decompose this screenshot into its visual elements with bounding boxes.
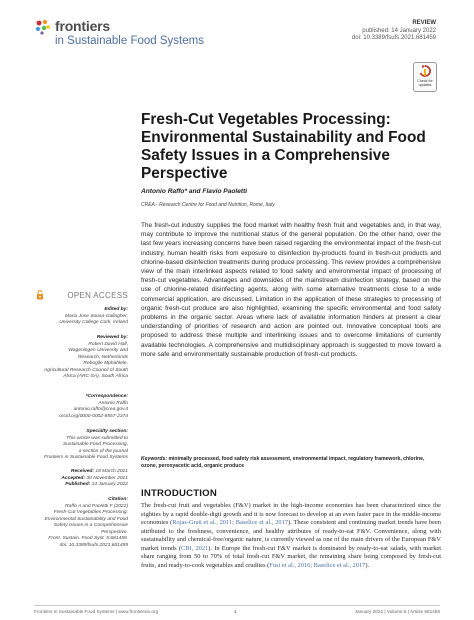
correspondence-label: *Correspondence: — [85, 394, 128, 399]
dates-section — [20, 469, 128, 489]
correspondence-email[interactable]: antonio.raffo@crea.gov.it — [73, 407, 128, 412]
brand-name: frontiers — [55, 18, 110, 34]
frontiers-logo-icon — [34, 18, 52, 36]
open-access-lock-icon — [36, 290, 44, 300]
abstract: The fresh-cut industry supplies the food market with healthy fresh fruit and vegetables and, in that way, may contribute to improve the nutritional status of the general population. On the other hand, over the last few years increasing concerns have been raised regarding the environmental impact of the fresh-cut industry, human health risks from exposure to disinfection by-products found in fresh-cut products and chlorine-based disinfection treatments during produce processing. This review provides a comprehensive view of the main interlinked aspects related to food safety and environmental impact of processing of fresh-cut vegetables. Advantages and downsides of the mainstream disinfection strategy, based on the use of chlorine-related disinfecting agents, along with some alternative treatments close to a wide commercial application, are discussed. Limitation in the application of these strategies to processing of organic fresh-cut produce are also highlighted, examining the specific environmental and food safety problems in the organic sector. Areas where lack of available information hinders at present a clear understanding of priorities of research and action are pointed out. Innovative conceptual tools are proposed to address these multiple and interlinking issues and to overcome limitations of currently available technologies. A comprehensive and multidisciplinary approach is suggested to move toward a more safe and environmentally sustainable production of fresh-cut products. — [141, 222, 441, 358]
footer-volume: January 2022 | Volume 5 | Article 681459 — [354, 609, 440, 614]
edited-by-section — [20, 307, 128, 327]
citation-line: Environmental Sustainability and Food — [44, 516, 128, 522]
introduction-heading: INTRODUCTION — [141, 488, 217, 499]
editor-line: Maria Jose Sousa-Gallagher, — [64, 313, 128, 319]
edited-by-label: Edited by: — [104, 307, 128, 312]
keywords — [141, 456, 441, 470]
date-value: 18 March 2021 — [95, 469, 128, 474]
citation-link[interactable]: CBI, 2021 — [180, 544, 209, 552]
citation-line: Raffo A and Paoletti F (2022) — [65, 503, 128, 509]
date-value: 14 January 2022 — [91, 482, 128, 487]
reviewer-line: Robert David Hall, — [88, 341, 128, 347]
updates-line-1: Check for — [417, 79, 433, 83]
date-label: Accepted: — [61, 475, 86, 481]
reviewer-line: Agricultural Research Council of South — [44, 367, 128, 373]
keywords-label: Keywords: — [141, 456, 168, 462]
citation-line: Perspective. — [101, 529, 128, 535]
citation-label: Citation: — [108, 497, 128, 502]
updates-line-2: updates — [418, 83, 432, 87]
keywords-text: minimally processed, food safety risk assessment, environmental impact, regulatory framework, chlorine, ozone, peroxyacetic acid, organic produce — [141, 456, 425, 469]
check-for-updates-badge[interactable] — [413, 62, 437, 92]
reviewer-line: Rebogile Mphahlele, — [83, 361, 128, 366]
date-label: Published: — [65, 482, 91, 487]
reviewed-by-section — [20, 335, 128, 381]
reviewer-line: Research, Netherlands — [77, 354, 128, 360]
check-updates-icon — [419, 65, 431, 79]
intro-text-part: ). These consistent and continuing market trends have been attributed to the freshness, convenience, and healthy attributes of ready-to-eat F&V. Convenience, along with sustainability and chemical-free/organic nature, is currently viewed as one of the main drivers of the European F&V market trends ( — [141, 519, 441, 552]
article-title: Fresh-Cut Vegetables Processing: Environmental Sustainability and Food Safety Issues in a Comprehensive Perspective — [141, 111, 426, 182]
reviewer-line: Africa (ARC-SA), South Africa — [63, 374, 128, 379]
open-access-label: OPEN ACCESS — [67, 291, 128, 300]
journal-name: in Sustainable Food Systems — [55, 35, 204, 47]
citation-doi[interactable]: doi: 10.3389/fsufs.2021.681459 — [59, 542, 128, 548]
date-label: Received: — [70, 469, 95, 474]
introduction-text — [141, 502, 441, 570]
specialty-line: This article was submitted to — [66, 435, 128, 441]
citation-link[interactable]: Rojas-Graü et al., 2011; Baselice et al., 2017 — [172, 519, 289, 526]
date-value: 30 November 2021 — [86, 475, 128, 481]
affiliation: CREA - Research Centre for Food and Nutrition, Rome, Italy — [141, 202, 275, 208]
article-meta — [352, 20, 436, 43]
authors: Antonio Raffo* and Flavio Paoletti — [141, 188, 248, 195]
published-date: published: 14 January 2022 — [362, 27, 436, 34]
correspondence-section — [20, 394, 128, 420]
citation-line: Safety Issues in a Comprehensive — [53, 523, 128, 528]
footer-journal[interactable]: Frontiers in Sustainable Food Systems | www.frontiersin.org — [34, 609, 159, 614]
intro-text-part: ). In Europe the fresh-cut F&V market is dominated by ready-to-eat salads, with market share ranging from 50 to 70% of total fresh-cut F&V market, the remaining share being composed by fresh-cut fruits, and ready-to-cook vegetables and crudites ( — [141, 544, 442, 569]
editor-line: University College Cork, Ireland — [59, 320, 128, 325]
specialty-label: Specialty section: — [86, 429, 128, 434]
specialty-section — [20, 429, 128, 462]
date-row — [20, 482, 128, 489]
specialty-line: Frontiers in Sustainable Food Systems — [44, 455, 128, 460]
citation-link[interactable]: Fusi et al., 2016; Baselice et al., 2017 — [269, 561, 366, 569]
doi-link[interactable]: doi: 10.3389/fsufs.2021.681459 — [351, 35, 436, 41]
reviewer-line: Wageningen University and — [68, 348, 128, 353]
correspondence-orcid[interactable]: orcid.org/0000-0002-8557-2374 — [59, 413, 128, 419]
intro-text-part: The fresh-cut fruit and vegetables (F&V) market in the high-income economies has been characterized since the eighties by a rapid double-digit growth and it is now forecast to develop at an even faster pace in the middle-income economies ( — [141, 502, 441, 526]
page-number: 1 — [234, 609, 237, 614]
citation-line: Fresh-Cut Vegetables Processing: — [53, 510, 128, 515]
reviewed-by-label: Reviewed by: — [96, 335, 128, 340]
intro-text-part: ). — [365, 561, 370, 569]
specialty-line: Sustainable Food Processing, — [63, 442, 128, 447]
correspondence-name: Antonio Raffo — [98, 400, 128, 406]
citation-section — [20, 497, 128, 549]
citation-line: Front. Sustain. Food Syst. 5:681459. — [48, 536, 128, 541]
specialty-line: a section of the journal — [78, 448, 128, 454]
footer-divider — [34, 605, 440, 606]
article-type: REVIEW — [412, 20, 436, 26]
journal-logo[interactable] — [34, 18, 234, 52]
